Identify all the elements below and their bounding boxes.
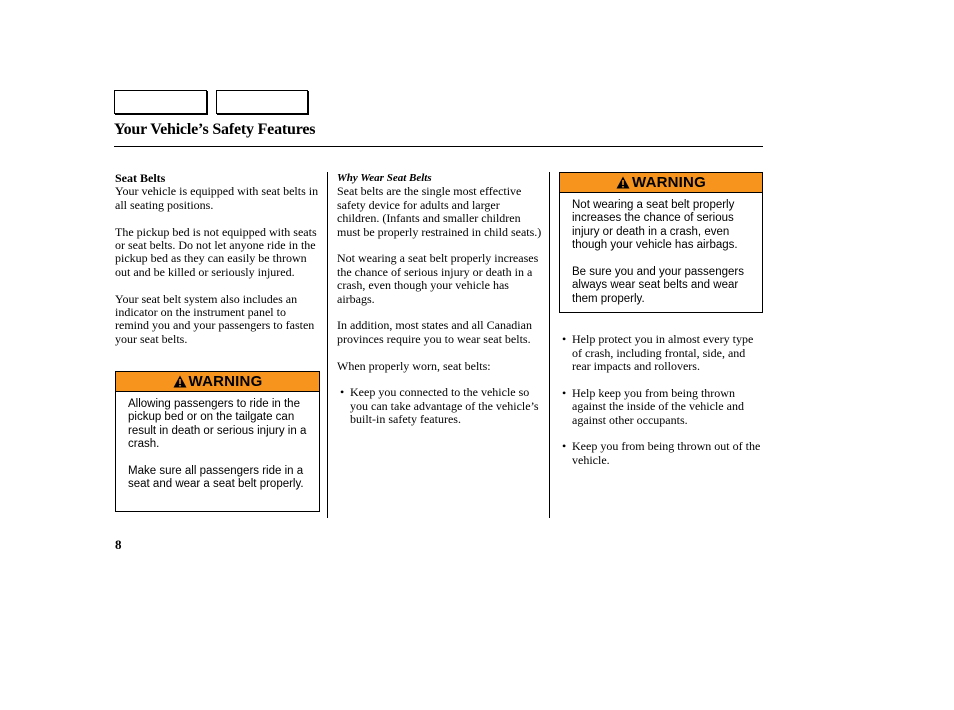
nav-button-index[interactable]: [216, 90, 308, 114]
warning-header: [560, 173, 762, 193]
paragraph: When properly worn, seat belts:: [337, 358, 491, 373]
paragraph: The pickup bed is not equipped with seats or seat belts. Do not let anyone ride in the pickup bed as they can easily be thrown out and be killed or seriously injured.: [115, 224, 317, 279]
nav-button-main-menu[interactable]: [114, 90, 207, 114]
bullet-list: [337, 386, 543, 426]
section-heading: Seat Belts: [115, 171, 166, 185]
warning-text: Not wearing a seat belt properly increases the chance of serious injury or death in a crash, even though your vehicle has airbags.: [572, 199, 738, 252]
paragraph: Not wearing a seat belt properly increases the chance of serious injury or death in a crash, even though your vehicle has airbags.: [337, 251, 539, 306]
column-divider-2: [549, 172, 550, 518]
column-2: [337, 172, 543, 440]
paragraph: Your vehicle is equipped with seat belts in all seating positions.: [115, 184, 319, 212]
warning-box-seat-belts: [559, 172, 763, 313]
warning-label: WARNING: [632, 173, 706, 191]
column-1: [115, 172, 320, 360]
warning-body: [560, 193, 762, 312]
bullet-list: [559, 333, 763, 467]
bullet-item: • Keep you connected to the vehicle so you can take advantage of the vehicle’s built-in safety features.: [337, 386, 543, 426]
warning-text: Allowing passengers to ride in the pickup bed or on the tailgate can result in death or serious injury in a crash.: [128, 398, 307, 451]
title-divider: [114, 146, 763, 147]
page-number: 8: [115, 537, 122, 552]
paragraph: Seat belts are the single most effective safety device for adults and larger children. (Infants and smaller children must be properly restrained in child seats.): [337, 184, 542, 239]
warning-header: [116, 372, 319, 392]
warning-text: Be sure you and your passengers always wear seat belts and wear them properly.: [572, 266, 744, 305]
subheading: Why Wear Seat Belts: [337, 172, 432, 184]
paragraph: In addition, most states and all Canadian provinces require you to wear seat belts.: [337, 318, 532, 346]
bullet-item: • Help keep you from being thrown against the inside of the vehicle and against other occupants.: [559, 387, 763, 427]
bullet-item: • Keep you from being thrown out of the vehicle.: [559, 440, 763, 467]
warning-body: [116, 392, 319, 498]
page-title: Your Vehicle’s Safety Features: [114, 121, 316, 138]
warning-triangle-icon: [616, 176, 630, 189]
warning-text: Make sure all passengers ride in a seat and wear a seat belt properly.: [128, 465, 304, 491]
warning-triangle-icon: [173, 375, 187, 388]
bullet-item: • Help protect you in almost every type of crash, including frontal, side, and rear impacts and rollovers.: [559, 333, 763, 373]
paragraph: Your seat belt system also includes an indicator on the instrument panel to remind you and your passengers to fasten your seat belts.: [115, 291, 315, 346]
column-divider-1: [327, 172, 328, 518]
warning-box-pickup-bed: [115, 371, 320, 512]
column-3: [559, 172, 763, 481]
warning-label: WARNING: [188, 373, 263, 390]
